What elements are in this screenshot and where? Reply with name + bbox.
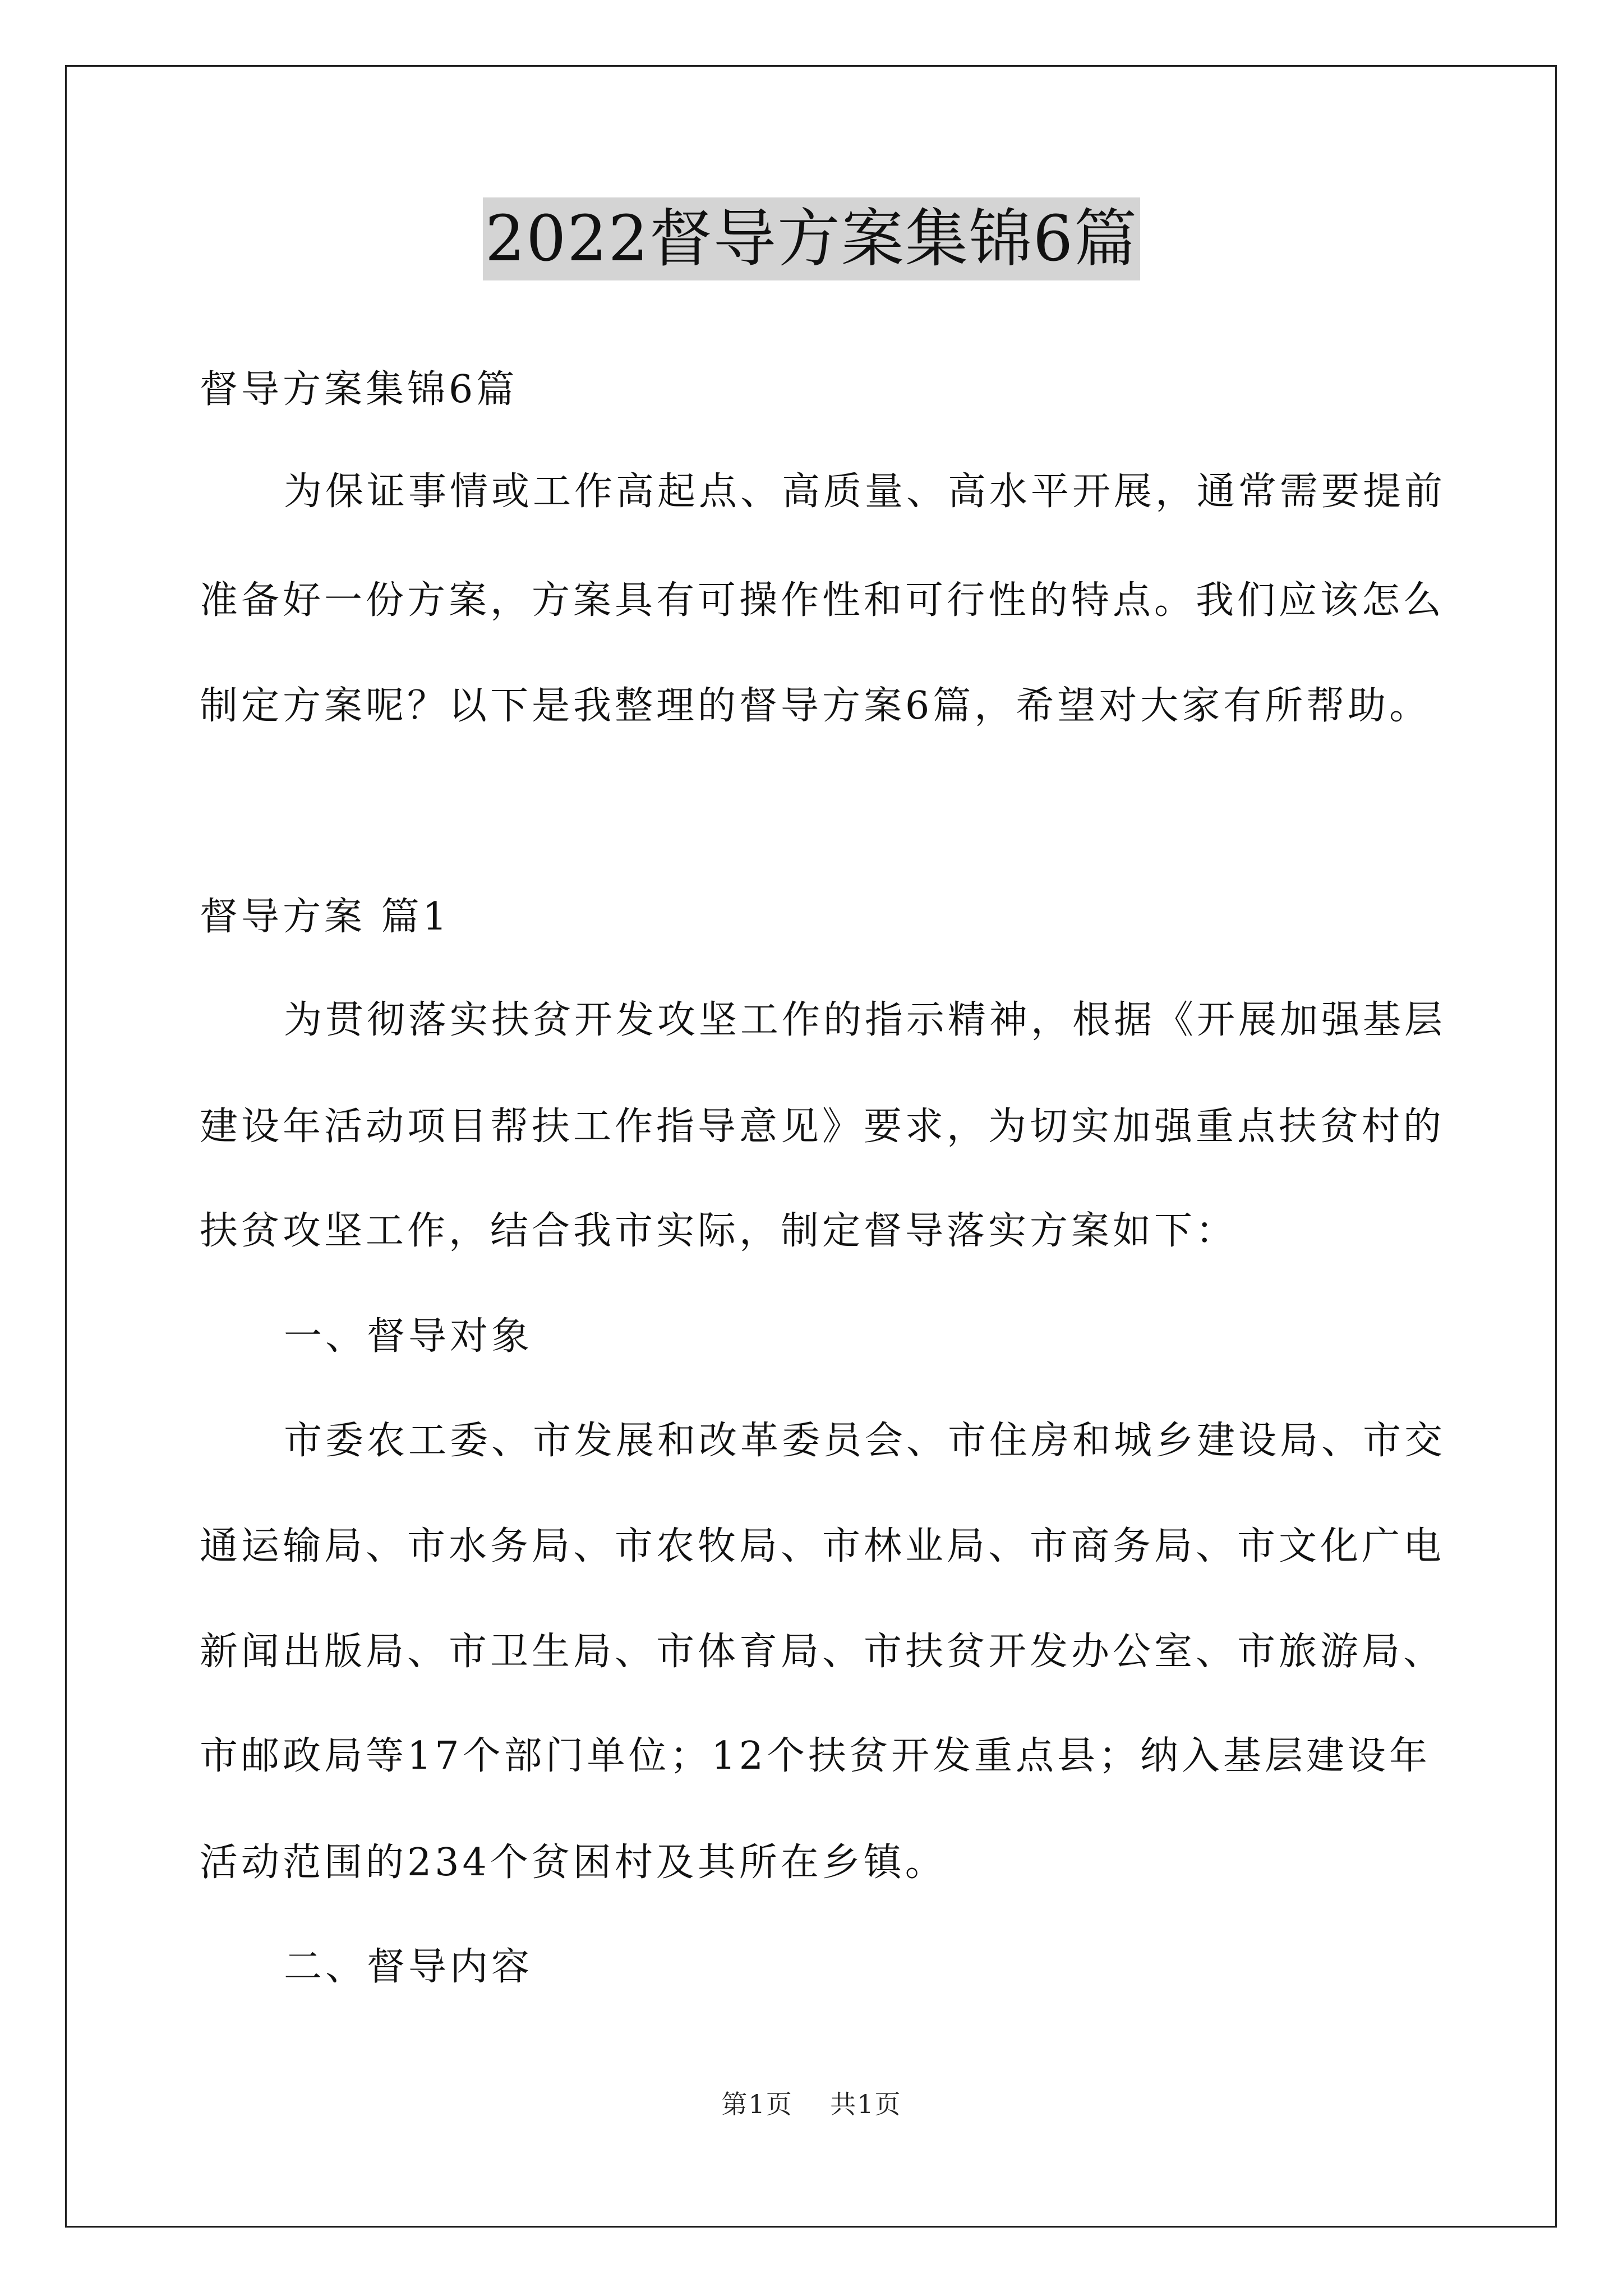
intro-line: 为保证事情或工作高起点、高质量、高水平开展，通常需要提前 (284, 470, 1446, 514)
document-title: 2022督导方案集锦6篇 (483, 197, 1140, 280)
title-wrap (0, 197, 1623, 280)
objects-line: 市邮政局等17个部门单位；12个扶贫开发重点县；纳入基层建设年 (200, 1734, 1431, 1778)
section-line: 扶贫攻坚工作，结合我市实际，制定督导落实方案如下： (200, 1209, 1238, 1253)
page-footer (0, 2084, 1623, 2121)
objects-line: 通运输局、市水务局、市农牧局、市林业局、市商务局、市文化广电 (200, 1524, 1445, 1568)
heading-one: 一、督导对象 (284, 1314, 533, 1359)
objects-line: 市委农工委、市发展和改革委员会、市住房和城乡建设局、市交 (284, 1419, 1446, 1463)
heading-two: 二、督导内容 (284, 1945, 533, 1989)
subtitle: 督导方案集锦6篇 (200, 367, 518, 412)
section-line: 建设年活动项目帮扶工作指导意见》要求，为切实加强重点扶贫村的 (200, 1105, 1445, 1149)
objects-line: 新闻出版局、市卫生局、市体育局、市扶贫开发办公室、市旅游局、 (200, 1630, 1445, 1674)
objects-line: 活动范围的234个贫困村及其所在乡镇。 (200, 1841, 947, 1885)
section-heading: 督导方案 篇1 (200, 895, 450, 939)
intro-line: 准备好一份方案，方案具有可操作性和可行性的特点。我们应该怎么 (200, 578, 1445, 623)
intro-line: 制定方案呢？以下是我整理的督导方案6篇，希望对大家有所帮助。 (200, 684, 1431, 728)
page-number: 第1页 共1页 (721, 2089, 902, 2119)
section-line: 为贯彻落实扶贫开发攻坚工作的指示精神，根据《开展加强基层 (284, 998, 1446, 1042)
